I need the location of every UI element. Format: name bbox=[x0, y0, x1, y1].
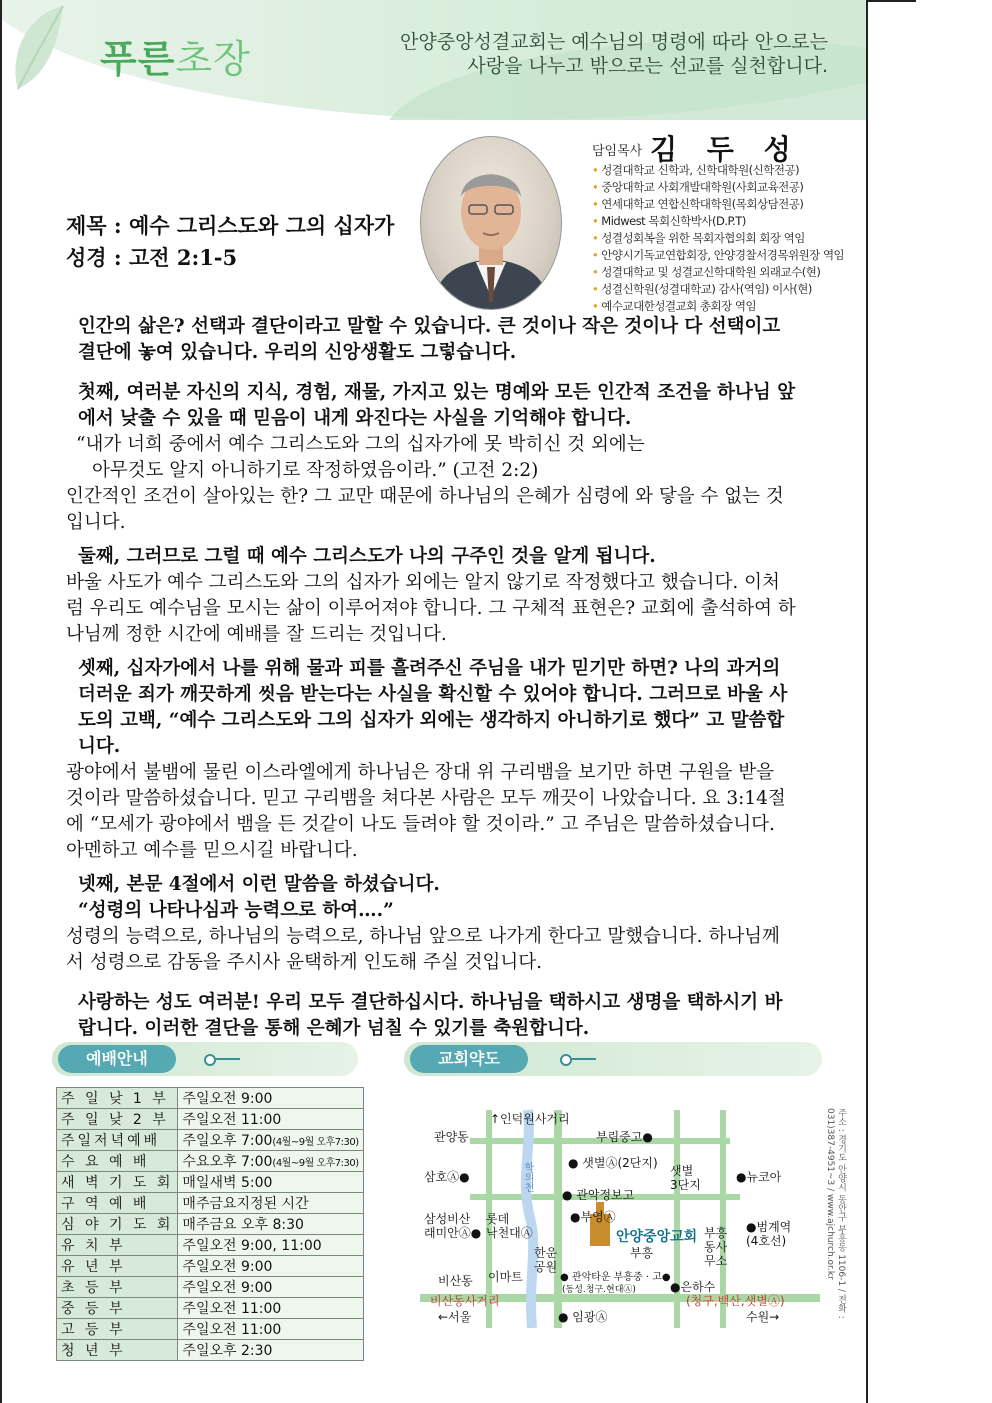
worship-time-text: 매주금요지정된 시간 bbox=[182, 1196, 309, 1212]
map-label-samsung: 삼성비산 래미안Ⓐ● bbox=[424, 1212, 482, 1240]
pastor-cv-list bbox=[592, 162, 844, 315]
map-label-eunhasu: ●은하수 bbox=[670, 1280, 716, 1294]
cv-item: • 중앙대학교 사회개발대학원(사회교육전공) bbox=[592, 179, 844, 196]
worship-line bbox=[214, 1058, 240, 1060]
worship-service-name: 새 벽 기 도 회 bbox=[57, 1172, 178, 1193]
paragraph-first: 첫째, 여러분 자신의 지식, 경험, 재물, 가지고 있는 명예와 모든 인간적 조건을 하나님 앞에서 낮출 수 있을 때 믿음이 내게 와진다는 사실을 기억해야 합니다. bbox=[78, 382, 796, 429]
paragraph-fourth: 성령의 능력으로, 하나님의 능력으로, 하나님 앞으로 나가게 한다고 말했습니다. 하나님께서 성령으로 감동을 주시사 윤택하게 인도해 주실 것입니다. bbox=[66, 926, 780, 973]
pastor-title: 담임목사 bbox=[592, 144, 643, 159]
logo-bold: 푸른 bbox=[100, 37, 176, 81]
worship-service-time bbox=[178, 1277, 363, 1298]
worship-service-time bbox=[178, 1256, 363, 1277]
motto-line-1: 안양중앙성결교회는 예수님의 명령에 따라 안으로는 bbox=[400, 31, 828, 53]
leaf-icon bbox=[8, 4, 68, 94]
map-label-apts: (동성.청구.현대Ⓐ) bbox=[562, 1285, 636, 1295]
worship-service-time bbox=[178, 1319, 363, 1340]
worship-service-name: 구 역 예 배 bbox=[57, 1193, 178, 1214]
frame-right-border bbox=[866, 0, 868, 1403]
quote-line-2: 아무것도 알지 아니하기로 작정하였음이라.” (고전 2:2) bbox=[92, 460, 539, 481]
header-banner bbox=[2, 0, 866, 120]
worship-row bbox=[57, 1214, 364, 1235]
worship-time-note: (4월~9월 오후7:30) bbox=[272, 1158, 359, 1169]
worship-time-text: 수요오후 7:00 bbox=[182, 1154, 273, 1170]
pastor-name: 김 두 성 bbox=[650, 133, 801, 166]
sermon-title: 제목 : 예수 그리스도와 그의 십자가 bbox=[66, 213, 395, 238]
worship-row bbox=[57, 1151, 364, 1172]
worship-dot-icon bbox=[204, 1054, 216, 1066]
worship-service-time bbox=[178, 1172, 363, 1193]
cv-item: • 예수교대한성결교회 총회장 역임 bbox=[592, 298, 844, 315]
sermon-heading bbox=[66, 210, 394, 274]
worship-row bbox=[57, 1319, 364, 1340]
map-label-saetbyeol3: 샛별 3단지 bbox=[670, 1164, 701, 1192]
quote-line-1: “내가 너희 중에서 예수 그리스도와 그의 십자가에 못 박히신 것 외에는 bbox=[76, 434, 645, 455]
paragraph-closing: 사랑하는 성도 여러분! 우리 모두 결단하십시다. 하나님을 택하시고 생명을 택하시기 바랍니다. 이러한 결단을 통해 은혜가 넘칠 수 있기를 축원합니다. bbox=[78, 992, 783, 1039]
worship-service-time bbox=[178, 1109, 363, 1130]
map-line bbox=[570, 1058, 596, 1060]
worship-service-time bbox=[178, 1193, 363, 1214]
worship-time-text: 주일오전 9:00 bbox=[182, 1259, 273, 1275]
worship-service-name: 주일저녁예배 bbox=[57, 1130, 178, 1151]
frame-left-border bbox=[0, 0, 2, 1403]
map-label-gwanyang: 관양동 bbox=[434, 1130, 469, 1144]
map-label-newcore: ●뉴코아 bbox=[736, 1170, 782, 1184]
pastor-photo bbox=[420, 136, 562, 310]
worship-row bbox=[57, 1193, 364, 1214]
worship-schedule-table bbox=[56, 1087, 364, 1361]
worship-row bbox=[57, 1109, 364, 1130]
worship-service-name: 수 요 예 배 bbox=[57, 1151, 178, 1172]
worship-service-name: 주 일 낮 1 부 bbox=[57, 1088, 178, 1109]
map-label-saetbyeol2: ● 샛별Ⓐ(2단지) bbox=[568, 1156, 658, 1170]
paragraph-intro: 인간의 삶은? 선택과 결단이라고 말할 수 있습니다. 큰 것이나 작은 것이나 다 선택이고 결단에 놓여 있습니다. 우리의 신앙생활도 그렇습니다. bbox=[78, 316, 781, 363]
map-label-imgwang: ● 임광Ⓐ bbox=[558, 1310, 608, 1324]
worship-row bbox=[57, 1130, 364, 1151]
pastor-portrait-icon bbox=[421, 137, 561, 309]
worship-time-text: 주일오전 9:00, 11:00 bbox=[182, 1238, 322, 1254]
cv-item: • Midwest 목회신학박사(D.P.T) bbox=[592, 213, 844, 230]
map-label-buheung-office: 부흥 동사 무소 bbox=[704, 1226, 728, 1268]
worship-time-text: 주일오전 11:00 bbox=[182, 1301, 282, 1317]
motto-line-2: 사랑을 나누고 밖으로는 선교를 실천합니다. bbox=[467, 55, 828, 77]
worship-service-time bbox=[178, 1130, 363, 1151]
worship-service-name: 유 년 부 bbox=[57, 1256, 178, 1277]
worship-time-text: 주일오전 9:00 bbox=[182, 1280, 273, 1296]
church-map bbox=[420, 1108, 840, 1328]
worship-service-name: 주 일 낮 2 부 bbox=[57, 1109, 178, 1130]
map-label-gwanaktown: ● 관악타운 부흥중 · 고● bbox=[560, 1272, 671, 1283]
map-label-seoul: ←서울 bbox=[438, 1310, 472, 1324]
map-label-suwon: 수원→ bbox=[746, 1310, 780, 1324]
worship-time-text: 주일오전 11:00 bbox=[182, 1112, 282, 1128]
worship-service-time bbox=[178, 1214, 363, 1235]
worship-service-time bbox=[178, 1088, 363, 1109]
paragraph-first-rest: 인간적인 조건이 살아있는 한? 그 교만 때문에 하나님의 은혜가 심령에 와 닿을 수 없는 것입니다. bbox=[66, 486, 784, 533]
paragraph-third: 광야에서 불뱀에 물린 이스라엘에게 하나님은 장대 위 구리뱀을 보기만 하면 구원을 받을 것이라 말씀하셨습니다. 믿고 구리뱀을 쳐다본 사람은 모두 깨끗이 나았습니다. 요 3:14절에 “모세가 광야에서 뱀을 든 것같이 나도 들려야 할 것이라.” 고 주님은 말씀하셨습니다. 아멘하고 예수를 믿으시길 바랍니다. bbox=[66, 762, 786, 861]
worship-row bbox=[57, 1277, 364, 1298]
map-label-buyeong: ●부영Ⓐ bbox=[570, 1210, 616, 1224]
worship-time-text: 주일오전 9:00 bbox=[182, 1091, 273, 1107]
cv-item: • 성결대학교 신학과, 신학대학원(신학전공) bbox=[592, 162, 844, 179]
sermon-body bbox=[66, 314, 796, 1042]
paragraph-second: 바울 사도가 예수 그리스도와 그의 십자가 외에는 알지 않기로 작정했다고 했습니다. 이처럼 우리도 예수님을 모시는 삶이 이루어져야 합니다. 그 구체적 표현은? 교회에 출석하여 하나님께 정한 시간에 예배를 잘 드리는 것입니다. bbox=[66, 572, 796, 645]
worship-row bbox=[57, 1256, 364, 1277]
map-label-church: 안양중앙교회 bbox=[616, 1229, 698, 1245]
side-contact-text: 주소 : 경기도 안양시 동안구 부흥동 1106-1 / 전화 : 031)387-4951~3 / www.ajchurch.or.kr bbox=[825, 1108, 846, 1319]
worship-time-text: 매주금요 오후 8:30 bbox=[182, 1217, 304, 1233]
logo-light: 초장 bbox=[175, 37, 251, 81]
map-heading: 교회약도 bbox=[410, 1045, 528, 1073]
cv-item: • 성결대학교 및 성결교신학대학원 외래교수(현) bbox=[592, 264, 844, 281]
worship-time-text: 주일오후 2:30 bbox=[182, 1343, 273, 1359]
worship-service-name: 청 년 부 bbox=[57, 1340, 178, 1361]
map-label-lotte: 롯데 낙천대Ⓐ bbox=[486, 1212, 533, 1240]
map-label-beomgye: ●범계역 (4호선) bbox=[746, 1220, 792, 1248]
map-label-burim: 부림중고● bbox=[596, 1130, 653, 1144]
worship-service-name: 고 등 부 bbox=[57, 1319, 178, 1340]
worship-service-name: 심 야 기 도 회 bbox=[57, 1214, 178, 1235]
map-label-sambo: 삼호Ⓐ● bbox=[424, 1170, 470, 1184]
map-label-hanun: 한운 공원 bbox=[534, 1246, 558, 1274]
worship-time-text: 주일오후 7:00 bbox=[182, 1133, 273, 1149]
newsletter-logo bbox=[100, 28, 251, 83]
worship-time-text: 주일오전 11:00 bbox=[182, 1322, 282, 1338]
map-label-buheung: 부흥 bbox=[630, 1246, 654, 1260]
worship-row bbox=[57, 1340, 364, 1361]
map-label-gwanakjeong: ● 관악정보고 bbox=[562, 1188, 635, 1202]
sermon-scripture: 성경 : 고전 2:1-5 bbox=[66, 245, 238, 270]
worship-heading: 예배안내 bbox=[58, 1045, 176, 1073]
worship-service-name: 중 등 부 bbox=[57, 1298, 178, 1319]
map-label-cheonggu: (청구,백산,샛별Ⓐ) bbox=[686, 1294, 785, 1308]
worship-row bbox=[57, 1298, 364, 1319]
cv-item: • 연세대학교 연합신학대학원(목회상담전공) bbox=[592, 196, 844, 213]
church-motto bbox=[400, 30, 828, 78]
map-label-emart: 이마트 bbox=[488, 1270, 523, 1284]
map-dot-icon bbox=[560, 1054, 572, 1066]
paragraph-fourth-quote: “성령의 나타나심과 능력으로 하여….” bbox=[78, 900, 394, 921]
worship-service-time bbox=[178, 1235, 363, 1256]
paragraph-second-heading: 둘째, 그러므로 그럴 때 예수 그리스도가 나의 구주인 것을 알게 됩니다. bbox=[78, 546, 656, 567]
worship-time-note: (4월~9월 오후7:30) bbox=[272, 1137, 359, 1148]
worship-time-text: 매일새벽 5:00 bbox=[182, 1175, 273, 1191]
worship-service-time bbox=[178, 1298, 363, 1319]
worship-row bbox=[57, 1235, 364, 1256]
worship-service-name: 초 등 부 bbox=[57, 1277, 178, 1298]
paragraph-fourth-heading: 넷째, 본문 4절에서 이런 말씀을 하셨습니다. bbox=[78, 874, 440, 895]
worship-service-time bbox=[178, 1151, 363, 1172]
cv-item: • 안양시기독교연합회장, 안양경찰서경목위원장 역임 bbox=[592, 247, 844, 264]
paragraph-third-heading: 셋째, 십자가에서 나를 위해 물과 피를 흘려주신 주님을 내가 믿기만 하면? 나의 과거의 더러운 죄가 깨끗하게 씻음 받는다는 사실을 확신할 수 있어야 합니다. 그러므로 바울 사도의 고백, “예수 그리스도와 그의 십자가 외에는 생각하지 아니하기로 했다” 고 말씀합니다. bbox=[78, 658, 788, 757]
map-label-bisan: 비산동 bbox=[438, 1274, 473, 1288]
cv-item: • 성결신학원(성결대학교) 감사(역임) 이사(현) bbox=[592, 281, 844, 298]
map-label-indeogwon: ↑인덕원사거리 bbox=[490, 1112, 570, 1126]
map-label-bisan-cross: 비산동사거리 bbox=[430, 1294, 500, 1308]
worship-row bbox=[57, 1172, 364, 1193]
cv-item: • 성결성회복을 위한 목회자협의회 회장 역임 bbox=[592, 230, 844, 247]
map-label-stream: 학의천 bbox=[522, 1162, 533, 1192]
worship-service-time bbox=[178, 1340, 363, 1361]
worship-row bbox=[57, 1088, 364, 1109]
worship-service-name: 유 치 부 bbox=[57, 1235, 178, 1256]
frame-top-border bbox=[866, 0, 916, 2]
